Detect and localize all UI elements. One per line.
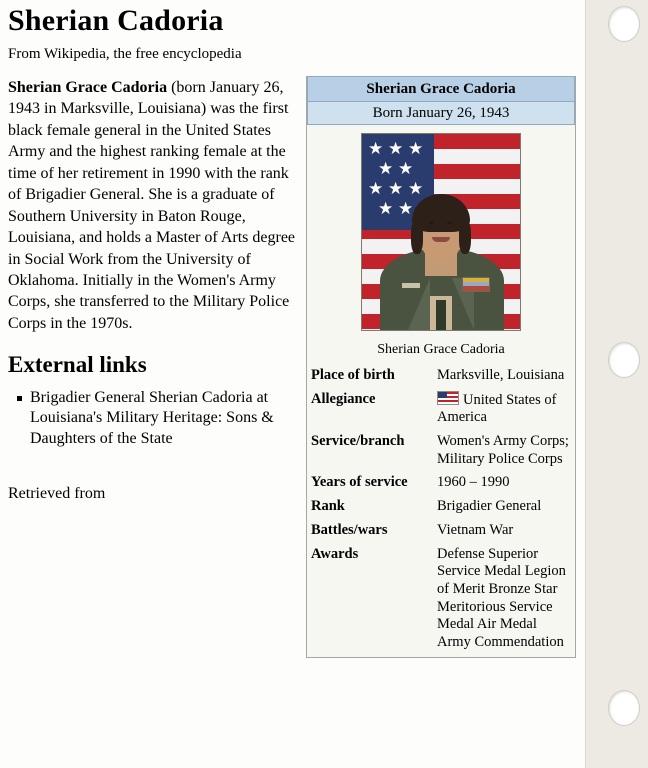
article-column bbox=[8, 0, 304, 505]
portrait-mouth bbox=[432, 237, 450, 242]
infobox-title: Sherian Grace Cadoria bbox=[307, 76, 575, 102]
row-label: Place of birth bbox=[311, 367, 395, 383]
us-flag-icon bbox=[437, 391, 459, 405]
table-row bbox=[307, 366, 575, 390]
row-value: 1960 – 1990 bbox=[437, 474, 510, 491]
row-label: Years of service bbox=[311, 474, 408, 491]
flag-star-icon: ★ bbox=[378, 159, 394, 178]
binder-hole-bottom bbox=[608, 690, 640, 726]
row-label: Awards bbox=[311, 545, 359, 562]
flag-star-icon: ★ bbox=[388, 179, 404, 198]
flag-star-icon: ★ bbox=[398, 159, 414, 178]
portrait-eye-right bbox=[447, 221, 452, 224]
row-value: Marksville, Louisiana bbox=[437, 367, 565, 383]
row-value: Women's Army Corps; Military Police Corps bbox=[437, 433, 569, 467]
portrait-hair-left bbox=[411, 220, 423, 254]
binder-hole-middle bbox=[608, 342, 640, 378]
table-row bbox=[307, 521, 575, 545]
section-heading-external-links: External links bbox=[8, 352, 147, 378]
table-row bbox=[307, 545, 575, 657]
lead-body-text: (born January 26, 1943 in Marksville, Louisiana) was the first black female general in the United States Army and the highest ranking female at the time of her retirement in 1990 with the rank of Brigadier General. She is a graduate of Southern University in Baton Rouge, Louisiana, and holds a Master of Arts degree in Social Work from the University of Oklahoma. Initially in the Women's Army Corps, she transferred to the Military Police Corps in the 1970s. bbox=[8, 79, 296, 332]
name-tag bbox=[402, 283, 420, 288]
infobox-table bbox=[307, 366, 575, 657]
external-links-list bbox=[8, 388, 304, 450]
row-label: Service/branch bbox=[311, 433, 405, 450]
retrieved-from-text: Retrieved from bbox=[8, 484, 106, 502]
row-label: Battles/wars bbox=[311, 521, 388, 538]
uniform-tie bbox=[436, 300, 446, 330]
portrait-eye-left bbox=[429, 221, 434, 224]
flag-star-icon: ★ bbox=[368, 179, 384, 198]
table-row bbox=[307, 390, 575, 432]
table-row bbox=[307, 432, 575, 473]
row-label: Allegiance bbox=[311, 390, 376, 407]
infobox-subtitle-born: Born January 26, 1943 bbox=[307, 102, 575, 125]
page-title: Sherian Cadoria bbox=[8, 4, 224, 37]
external-link-text[interactable]: Brigadier General Sherian Cadoria at Louisiana's Military Heritage: Sons & Daughters of the State bbox=[30, 388, 274, 448]
article-subtitle: From Wikipedia, the free encyclopedia bbox=[8, 46, 242, 62]
row-value bbox=[433, 390, 575, 432]
row-value: Brigadier General bbox=[437, 498, 542, 515]
infobox-image-wrapper bbox=[307, 125, 575, 338]
binder-hole-top bbox=[608, 6, 640, 42]
flag-star-icon: ★ bbox=[368, 139, 384, 158]
flag-star-icon: ★ bbox=[408, 139, 424, 158]
flag-star-icon: ★ bbox=[408, 179, 424, 198]
row-value: Vietnam War bbox=[437, 521, 514, 538]
flag-star-icon: ★ bbox=[398, 199, 414, 218]
portrait-hair-right bbox=[459, 220, 471, 254]
flag-star-icon: ★ bbox=[378, 199, 394, 218]
infobox-image-caption: Sherian Grace Cadoria bbox=[307, 338, 575, 366]
row-value: Defense Superior Service Medal Legion of Merit Bronze Star Meritorious Service Medal Air Medal Army Commendation bbox=[437, 545, 566, 650]
flag-star-icon: ★ bbox=[388, 139, 404, 158]
lead-subject-name: Sherian Grace Cadoria bbox=[8, 79, 168, 96]
ribbon-rack bbox=[462, 277, 490, 292]
row-value-text: United States of America bbox=[437, 391, 557, 426]
row-label: Rank bbox=[311, 498, 345, 515]
portrait-photo bbox=[361, 133, 521, 331]
table-row bbox=[307, 473, 575, 497]
lead-paragraph bbox=[8, 77, 304, 334]
table-row bbox=[307, 497, 575, 521]
infobox bbox=[306, 76, 576, 658]
list-item[interactable] bbox=[30, 388, 304, 450]
